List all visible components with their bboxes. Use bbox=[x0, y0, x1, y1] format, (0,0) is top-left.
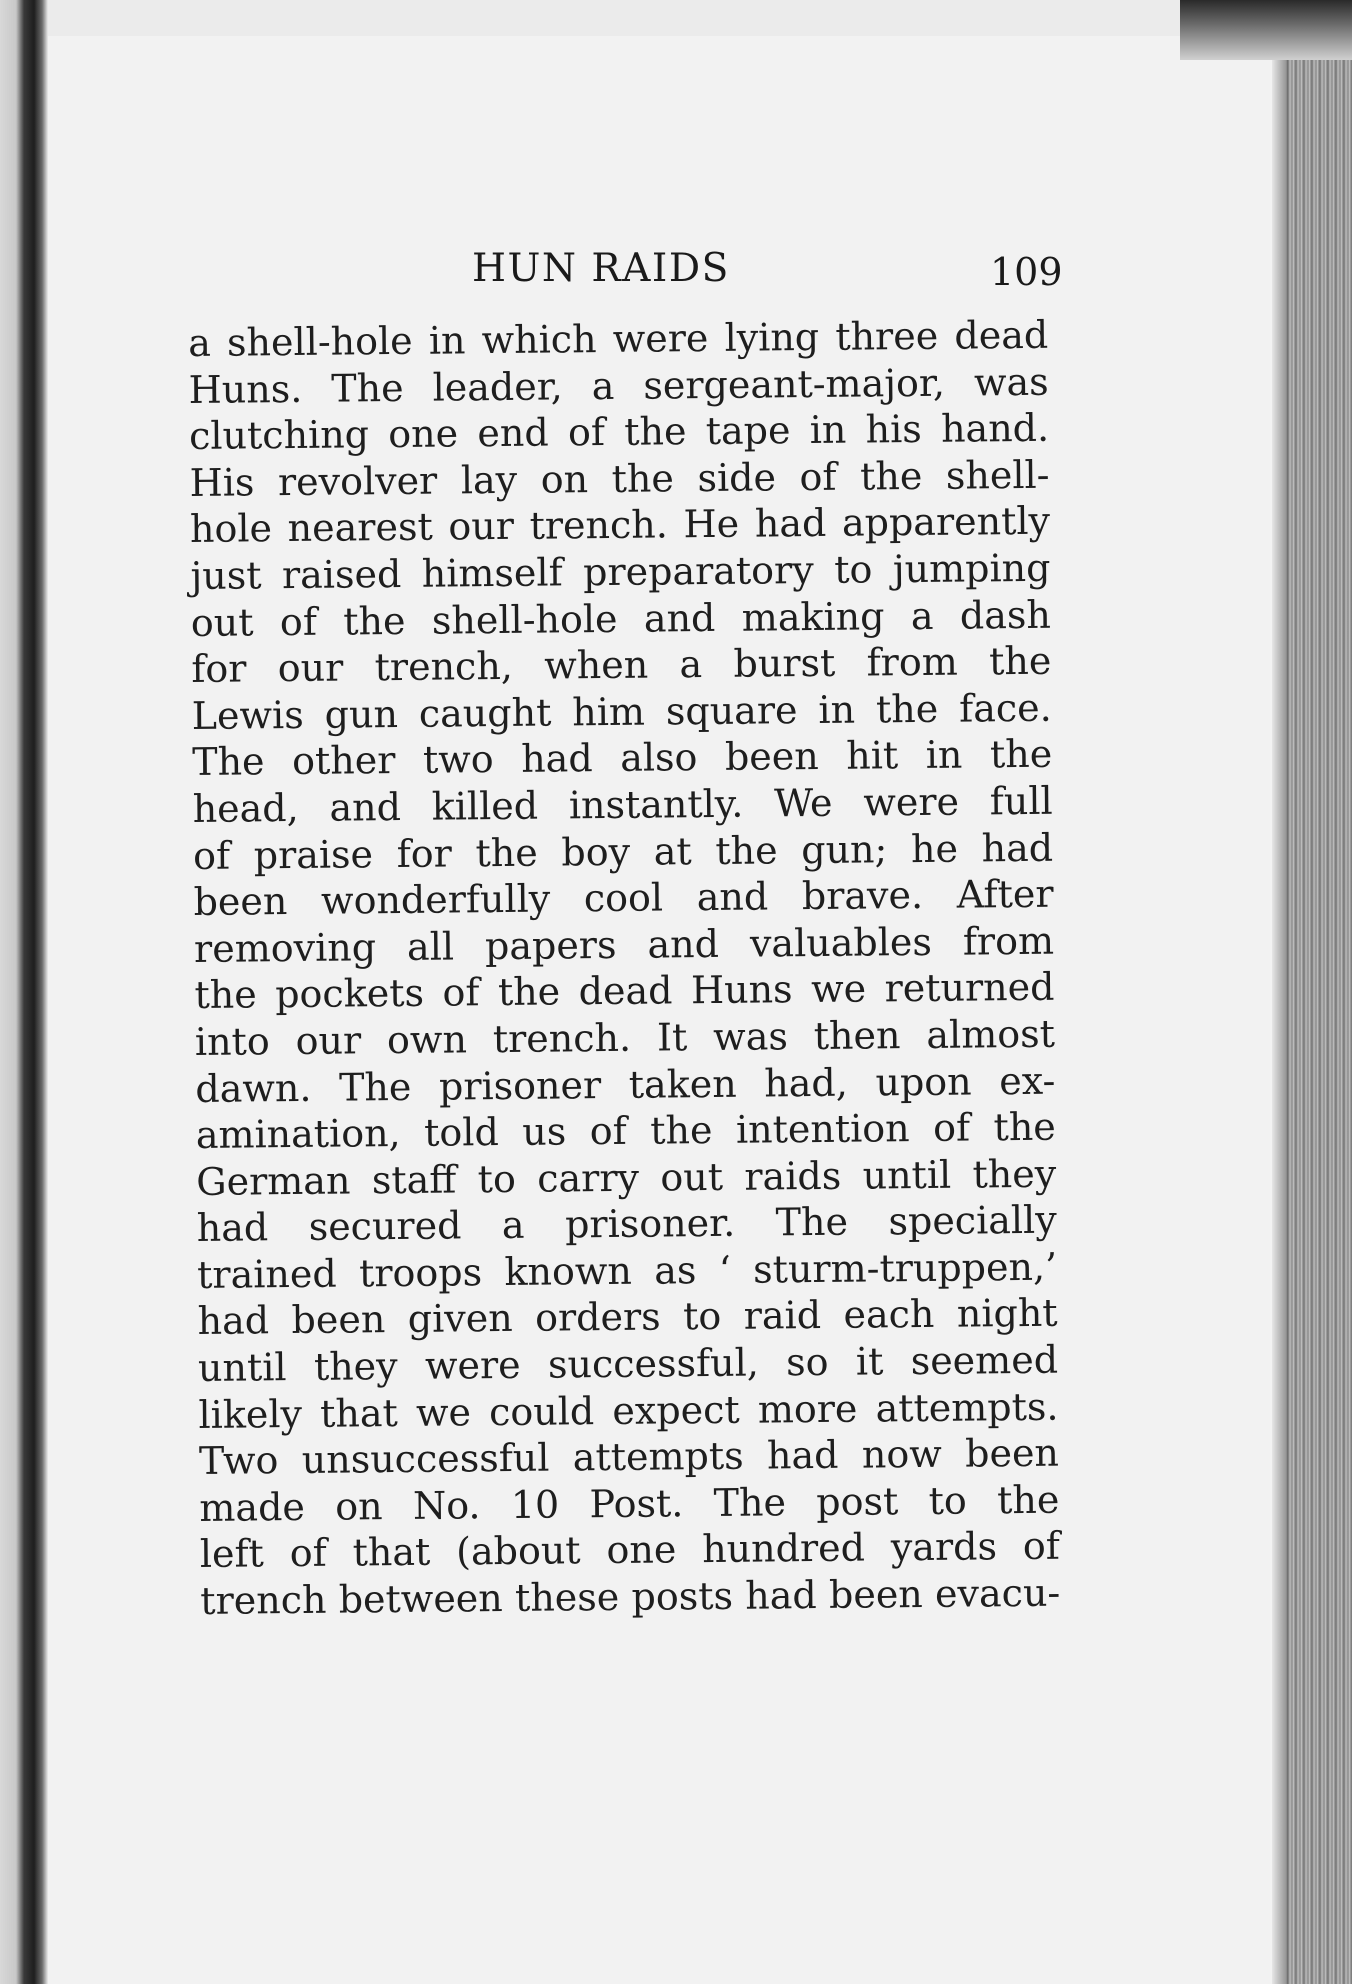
text-line: His revolver lay on the side of the shell- bbox=[189, 452, 1050, 505]
text-line: made on No. 10 Post. The post to the bbox=[199, 1477, 1060, 1530]
text-line: hole nearest our trench. He had apparently bbox=[189, 499, 1051, 552]
text-line: just raised himself preparatory to jumping bbox=[190, 545, 1051, 598]
text-line: trench between these posts had been evacu- bbox=[200, 1570, 1061, 1623]
text-line: for our trench, when a burst from the bbox=[191, 638, 1052, 692]
text-line: left of that (about one hundred yards of bbox=[199, 1524, 1061, 1577]
text-line: clutching one end of the tape in his hand. bbox=[188, 405, 1050, 459]
scan-top-corner bbox=[1180, 0, 1352, 60]
scan-left-border bbox=[0, 0, 48, 1984]
text-line: had been given orders to raid each night bbox=[197, 1291, 1058, 1344]
page-number: 109 bbox=[990, 250, 1063, 294]
text-line: The other two had also been hit in the bbox=[192, 732, 1053, 785]
text-line: removing all papers and valuables from bbox=[193, 918, 1055, 971]
text-line: head, and killed instantly. We were full bbox=[192, 778, 1053, 831]
text-line: of praise for the boy at the gun; he had bbox=[192, 825, 1054, 878]
text-line: trained troops known as ‘ sturm-truppen,’ bbox=[196, 1244, 1058, 1297]
body-text bbox=[188, 312, 1060, 1625]
text-line: out of the shell-hole and making a dash bbox=[190, 592, 1052, 645]
text-line: the pockets of the dead Huns we returned bbox=[194, 965, 1055, 1018]
text-line: amination, told us of the intention of the bbox=[195, 1104, 1056, 1158]
text-line: until they were successful, so it seemed bbox=[197, 1337, 1059, 1391]
text-line: Huns. The leader, a sergeant-major, was bbox=[188, 359, 1049, 412]
text-line: Lewis gun caught him square in the face. bbox=[191, 685, 1052, 738]
text-line: Two unsuccessful attempts had now been bbox=[198, 1430, 1060, 1484]
page-edges bbox=[1286, 40, 1352, 1984]
running-head: HUN RAIDS bbox=[472, 246, 730, 291]
text-line: into our own trench. It was then almost bbox=[194, 1011, 1056, 1064]
text-line: been wonderfully cool and brave. After bbox=[193, 871, 1054, 925]
text-line: likely that we could expect more attempts. bbox=[198, 1384, 1059, 1437]
text-line: dawn. The prisoner taken had, upon ex- bbox=[195, 1058, 1056, 1111]
text-line: German staff to carry out raids until they bbox=[196, 1151, 1057, 1204]
text-line: had secured a prisoner. The specially bbox=[196, 1197, 1057, 1251]
text-line: a shell-hole in which were lying three dead bbox=[188, 312, 1049, 365]
